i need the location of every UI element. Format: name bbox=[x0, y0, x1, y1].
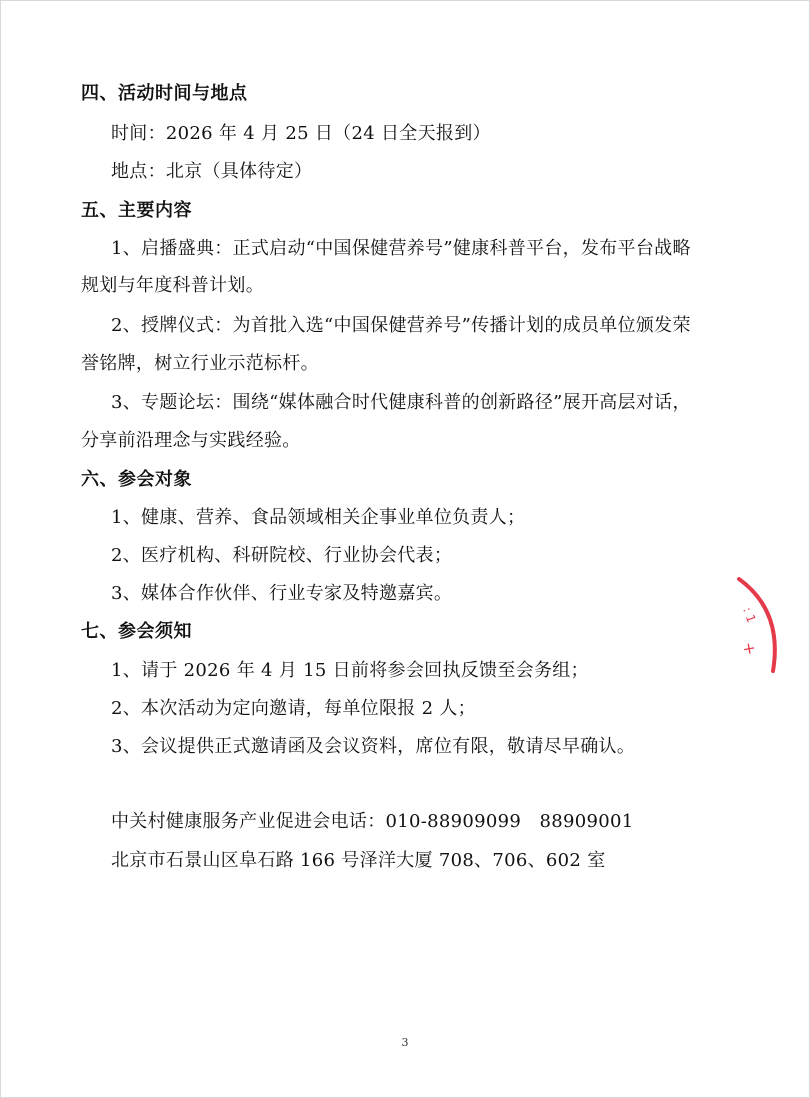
seal-char-1: : 1 bbox=[740, 605, 759, 625]
section-heading-notes: 七、参会须知 bbox=[81, 621, 192, 642]
attendee-item-3: 3、媒体合作伙伴、行业专家及特邀嘉宾。 bbox=[111, 583, 453, 604]
note-item-3: 3、会议提供正式邀请函及会议资料，席位有限，敬请尽早确认。 bbox=[111, 736, 636, 757]
content-item-1-cont: 规划与年度科普计划。 bbox=[81, 275, 264, 296]
page-number: 3 bbox=[401, 1036, 409, 1049]
schedule-time-line: 时间：2026 年 4 月 25 日（24 日全天报到） bbox=[111, 123, 491, 144]
content-item-3: 3、专题论坛：围绕“媒体融合时代健康科普的创新路径”展开高层对话， bbox=[111, 392, 691, 413]
red-seal-fragment-icon bbox=[721, 571, 810, 689]
contact-phone: 中关村健康服务产业促进会电话：010-88909099 88909001 bbox=[111, 811, 634, 832]
section-heading-schedule: 四、活动时间与地点 bbox=[81, 83, 248, 104]
content-item-1: 1、启播盛典：正式启动“中国保健营养号”健康科普平台，发布平台战略 bbox=[111, 238, 691, 259]
section-heading-attendees: 六、参会对象 bbox=[81, 469, 192, 490]
schedule-venue-line: 地点：北京（具体待定） bbox=[111, 161, 313, 182]
content-item-2: 2、授牌仪式：为首批入选“中国保健营养号”传播计划的成员单位颁发荣 bbox=[111, 315, 691, 336]
seal-char-2: + bbox=[739, 640, 761, 657]
attendee-item-1: 1、健康、营养、食品领域相关企事业单位负责人； bbox=[111, 507, 526, 528]
content-item-2-cont: 誉铭牌，树立行业示范标杆。 bbox=[81, 353, 319, 374]
attendee-item-2: 2、医疗机构、科研院校、行业协会代表； bbox=[111, 545, 453, 566]
note-item-1: 1、请于 2026 年 4 月 15 日前将参会回执反馈至会务组； bbox=[111, 660, 589, 681]
note-item-2: 2、本次活动为定向邀请，每单位限报 2 人； bbox=[111, 698, 476, 719]
content-item-3-cont: 分享前沿理念与实践经验。 bbox=[81, 430, 301, 451]
contact-address: 北京市石景山区阜石路 166 号泽洋大厦 708、706、602 室 bbox=[111, 850, 606, 871]
section-heading-content: 五、主要内容 bbox=[81, 200, 192, 221]
seal-arc bbox=[739, 579, 775, 671]
